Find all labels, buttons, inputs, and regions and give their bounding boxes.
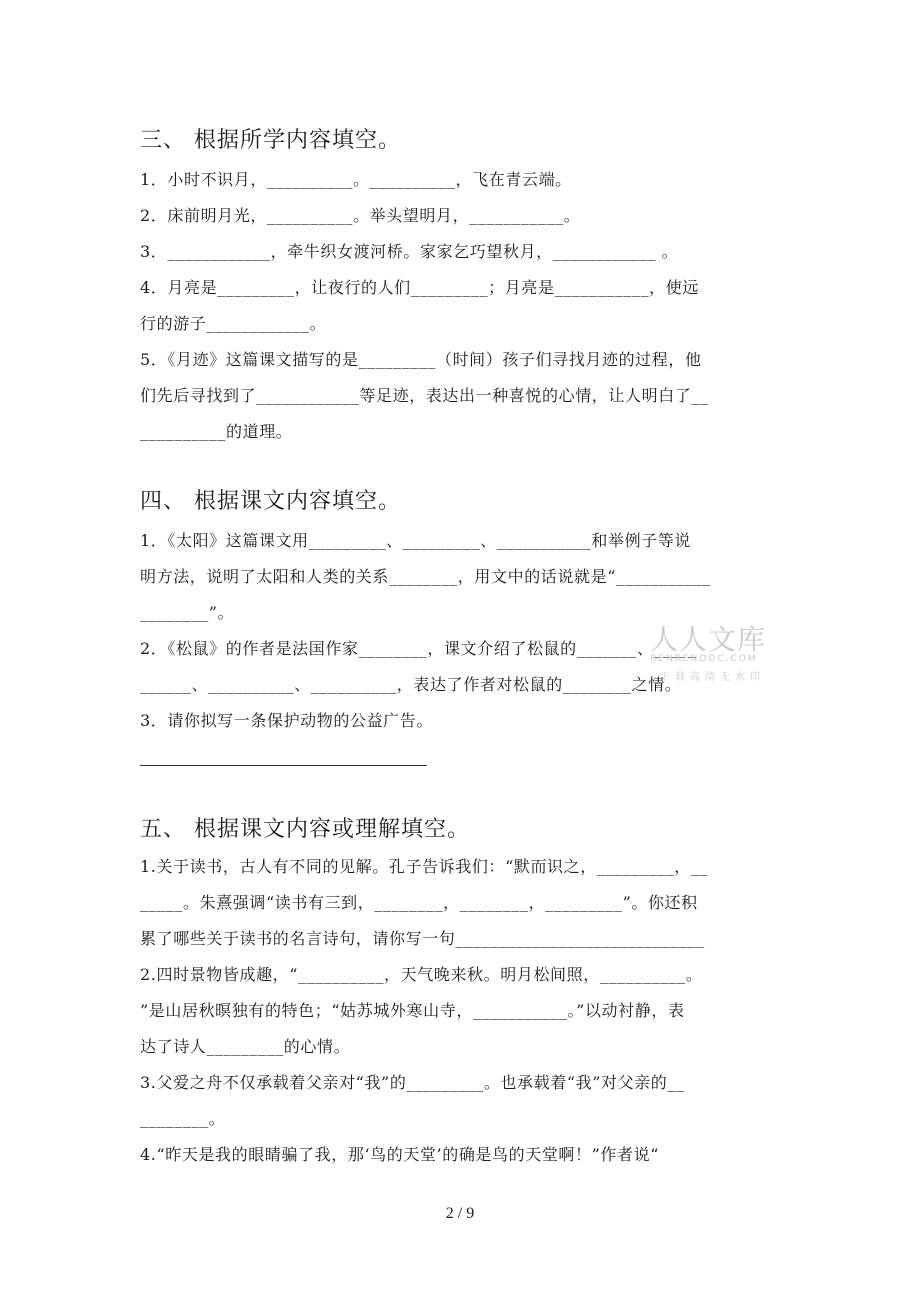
watermark-title: 人人文库	[650, 623, 767, 656]
section-3-line-8: __________的道理。	[140, 422, 293, 441]
section-4-line-2: 明方法，说明了太阳和人类的关系________，用文中的话说就是“___________	[140, 567, 711, 586]
section-5-line-8: ________。	[140, 1109, 226, 1128]
section-3-line-4: 4．月亮是_________，让夜行的人们_________；月亮是___________，使远	[140, 278, 699, 297]
section-3-line-5: 行的游子____________。	[140, 314, 327, 333]
section-5-line-6: 达了诗人_________的心情。	[140, 1037, 351, 1056]
section-3-line-7: 们先后寻找到了____________等足迹，表达出一种喜悦的心情，让人明白了__	[140, 386, 709, 405]
section-4-heading: 四、 根据课文内容填空。	[140, 489, 401, 514]
section-5-heading: 五、 根据课文内容或理解填空。	[140, 817, 470, 842]
section-5-line-2: _____。朱熹强调“读书有三到，________，________，_________”。你还积	[140, 893, 698, 912]
section-5-line-1: 1.关于读书，古人有不同的见解。孔子告诉我们：“默而识之，_________，__	[140, 857, 709, 876]
watermark-logo	[646, 618, 782, 688]
section-3-line-6: 5．《月迹》这篇课文描写的是_________（时间）孩子们寻找月迹的过程，他	[140, 350, 702, 369]
section-3-line-3: 3．____________，牵牛织女渡河桥。家家乞巧望秋月，____________ 。	[140, 242, 679, 261]
page-number: 2 / 9	[445, 1205, 475, 1222]
section-5-line-3: 累了哪些关于读书的名言诗句，请你写一句_____________________________	[140, 929, 705, 948]
section-4-line-6: 3．请你拟写一条保护动物的公益广告。	[140, 711, 433, 730]
section-3-line-2: 2．床前明月光，__________。举头望明月，___________。	[140, 206, 581, 225]
section-4-line-4: 2．《松鼠》的作者是法国作家________，课文介绍了松鼠的_______、_____	[140, 639, 697, 658]
section-3-line-1: 1．小时不识月，__________。__________，飞在青云端。	[140, 170, 572, 189]
section-4-line-5: ______、__________、__________，表达了作者对松鼠的________之情。	[140, 675, 682, 694]
section-5-line-9: 4.“昨天是我的眼睛骗了我，那‘鸟的天堂’的确是鸟的天堂啊！”作者说“	[140, 1145, 659, 1164]
section-5-line-5: ”是山居秋暝独有的特色；“姑苏城外寒山寺，___________。”以动衬静，表	[140, 1001, 685, 1020]
watermark-domain: RENRENDOC.COM	[650, 654, 758, 664]
section-5-line-7: 3.父爱之舟不仅承载着父亲对“我”的_________。也承载着“我”对父亲的__	[140, 1073, 685, 1092]
section-3-heading: 三、 根据所学内容填空。	[140, 128, 401, 153]
answer-underline	[140, 765, 427, 766]
section-4-line-3: ________”。	[140, 603, 235, 622]
section-4-line-1: 1．《太阳》这篇课文用_________、_________、___________和举例子等说	[140, 531, 691, 550]
watermark-slogan: 下载高清无水印	[660, 672, 765, 683]
section-5-line-4: 2.四时景物皆成趣，“__________，天气晚来秋。明月松间照，__________。	[140, 965, 703, 984]
